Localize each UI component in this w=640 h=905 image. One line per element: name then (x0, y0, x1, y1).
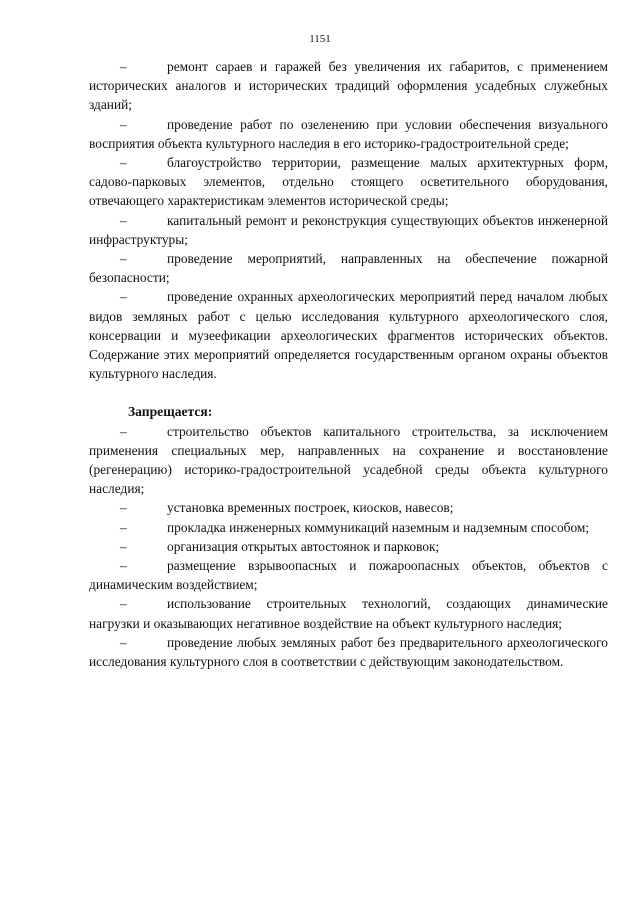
list-dash: – (120, 116, 127, 132)
list-item (89, 115, 608, 153)
prohibited-heading: Запрещается: (128, 404, 213, 420)
list-item (89, 537, 608, 556)
list-item-text: проведение любых земляных работ без предварительного археологического исследования культурного слоя в соответствии с действующим законодательством. (89, 634, 608, 670)
list-item-text: строительство объектов капитального строительства, за исключением применения специальных мер, направленных на сохранение и восстановление (регенерацию) историко-градостроительной усадебной среды объекта культурного наследия; (89, 423, 608, 497)
list-item-text: ремонт сараев и гаражей без увеличения их габаритов, с применением исторических аналогов и исторических традиций оформления усадебных служебных зданий; (89, 59, 608, 113)
list-item (89, 518, 608, 537)
list-item (89, 211, 608, 249)
list-item (89, 249, 608, 287)
list-item-text: использование строительных технологий, создающих динамические нагрузки и оказывающих негативное воздействие на объект культурного наследия; (89, 596, 608, 631)
document-body (89, 57, 608, 671)
list-item-text: прокладка инженерных коммуникаций наземным и надземным способом; (167, 519, 590, 535)
list-item (89, 633, 608, 671)
permitted-works-list (89, 57, 608, 383)
list-dash: – (120, 289, 127, 305)
list-dash: – (120, 634, 127, 650)
list-item (89, 153, 608, 211)
list-item (89, 287, 608, 383)
list-item (89, 594, 608, 632)
list-item-text: проведение охранных археологических мероприятий перед началом любых видов земляных работ с целью исследования культурного археологического слоя, консервации и музеефикации археологических фрагментов исторических объектов. Содержание этих мероприятий определяется государственным органом охраны объектов культурного наследия. (89, 289, 608, 382)
prohibited-works-list (89, 422, 608, 672)
list-dash: – (120, 155, 127, 171)
list-dash: – (120, 538, 127, 554)
list-dash: – (120, 519, 127, 535)
list-dash: – (120, 59, 127, 74)
list-item (89, 498, 608, 517)
list-item-text: капитальный ремонт и реконструкция существующих объектов инженерной инфраструктуры; (89, 212, 608, 247)
page-number: 1151 (309, 33, 331, 45)
list-dash: – (120, 558, 127, 574)
list-item-text: благоустройство территории, размещение малых архитектурных форм, садово-парковых элементов, отдельно стоящего осветительного оборудования, отвечающего характеристикам элементов исторической среды; (89, 155, 608, 209)
list-dash: – (120, 596, 127, 612)
list-dash: – (120, 500, 127, 516)
list-dash: – (120, 423, 127, 439)
list-item-text: установка временных построек, киосков, навесов; (167, 500, 454, 516)
list-item (89, 556, 608, 594)
list-item-text: размещение взрывоопасных и пожароопасных объектов, объектов с динамическим воздействием; (89, 558, 608, 593)
list-item-text: проведение мероприятий, направленных на обеспечение пожарной безопасности; (89, 251, 608, 286)
list-dash: – (120, 251, 127, 267)
list-item (89, 57, 608, 115)
list-item-text: организация открытых автостоянок и парковок; (167, 538, 440, 554)
list-item (89, 422, 608, 499)
list-dash: – (120, 212, 127, 228)
list-item-text: проведение работ по озеленению при условии обеспечения визуального восприятия объекта культурного наследия в его историко-градостроительной среде; (89, 116, 608, 151)
